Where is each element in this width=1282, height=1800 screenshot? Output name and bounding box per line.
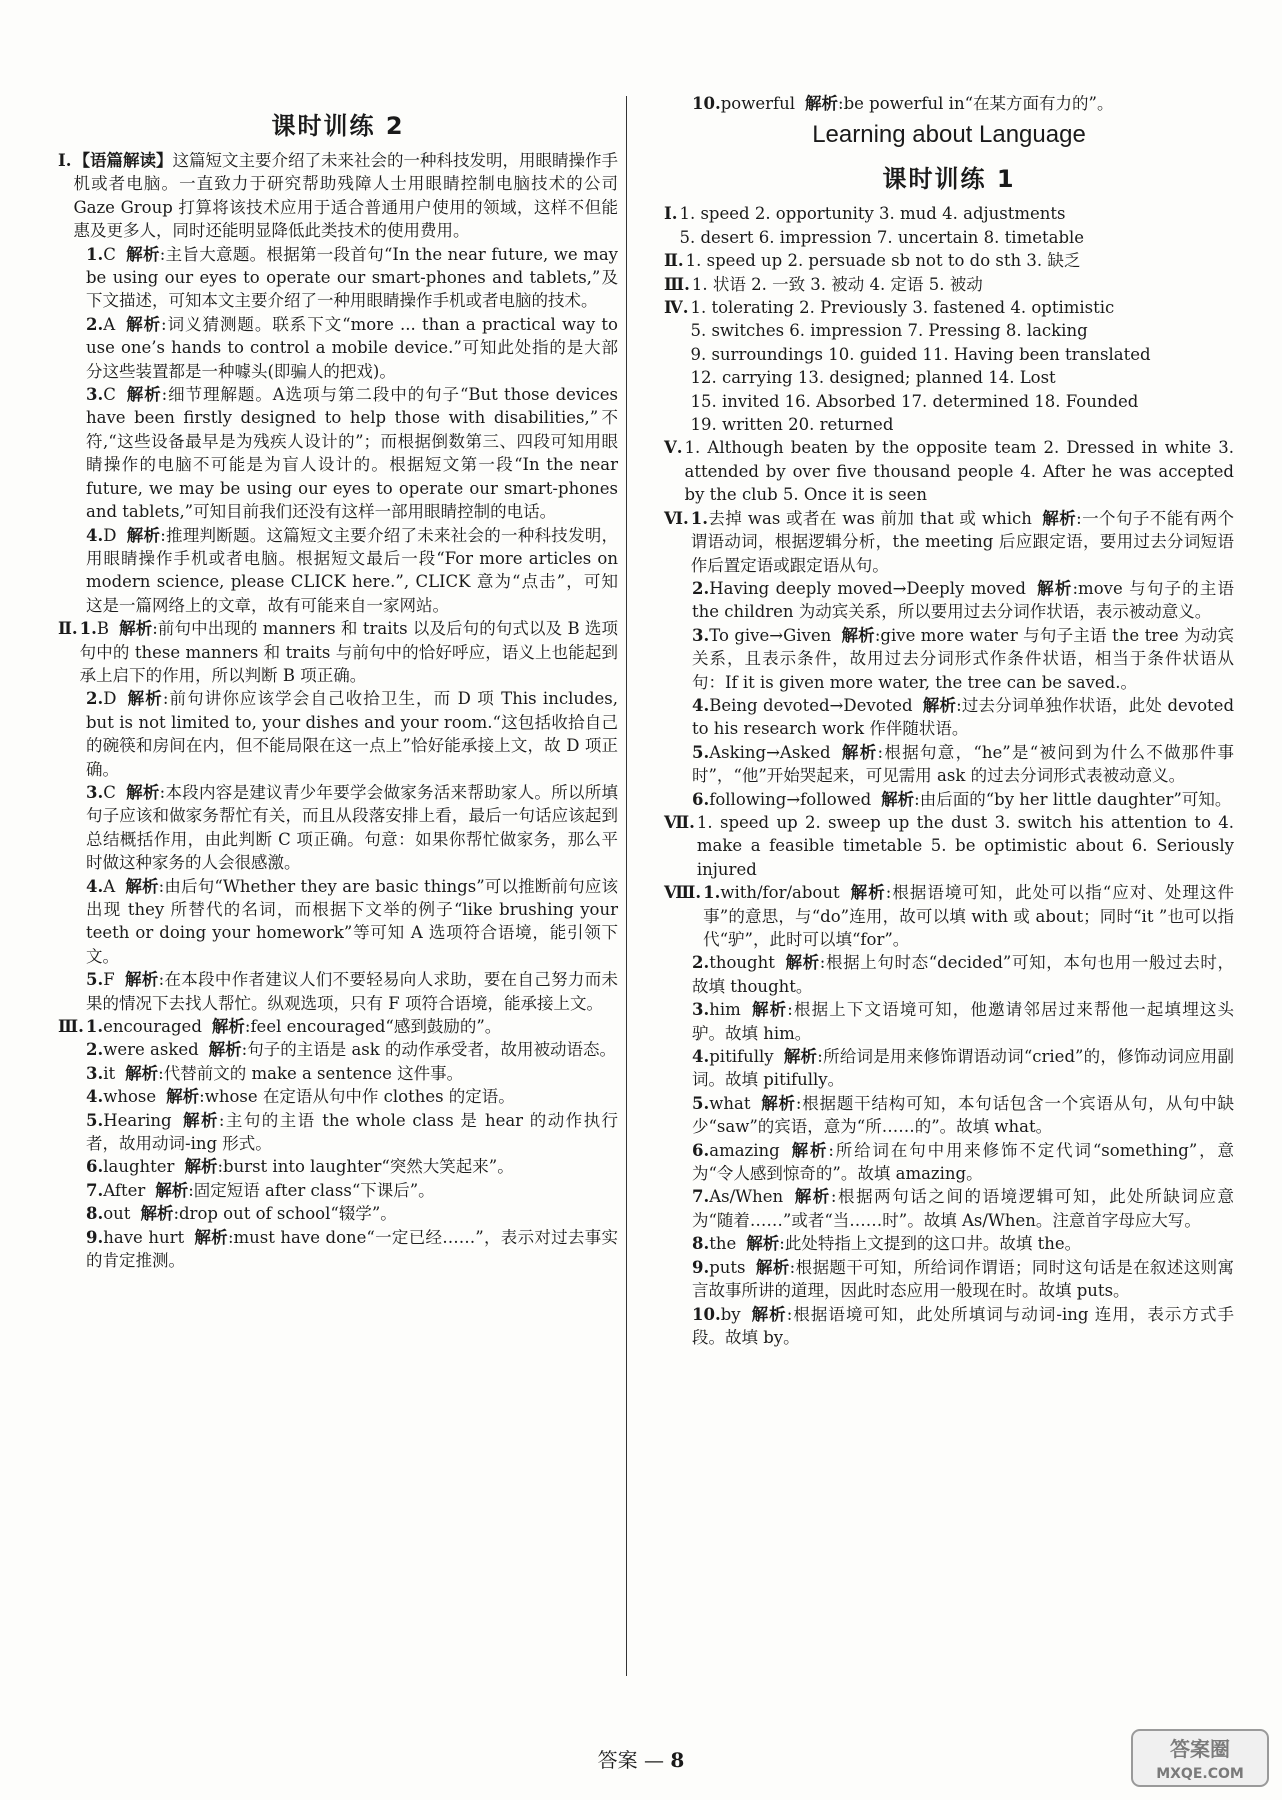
answer-item: 3.him 解析:根据上下文语境可知，他邀请邻居过来帮他一起填埋这头驴。故填 him。 [692,1000,1235,1043]
column-divider [626,96,627,1676]
right-column [664,92,1234,1349]
answer-item: 2.A 解析:词义猜测题。联系下文“more ... than a practical way to use one’s hands to control a mobile device.”可知此处指的是大部分这些装置都是一种噱头(即骗人的把戏)。 [86,314,618,381]
answer-item: 9.puts 解析:根据题干可知，所给词作谓语；同时这句话是在叙述这则寓言故事所讲的道理，因此时态应用一般现在时。故填 puts。 [692,1257,1235,1301]
answer-item: 3.To give→Given 解析:give more water 与句子主语 the tree 为动宾关系，且表示条件，故用过去分词形式作条件状语，相当于条件状语从句：If it is given more water, the tree can be saved.。 [692,625,1235,692]
answer-item: 10.powerful 解析:be powerful in“在某方面有力的”。 [692,94,1114,113]
part-label: Ⅲ. [58,1017,84,1037]
answer-item: 3.C 解析:细节理解题。A选项与第二段中的句子“But those devices have been firstly designed to help those with disabilities,”不符,“这些设备最早是为残疾人设计的”；而根据倒数第三、四段可知用眼睛操作的电脑不可能是为盲人设计的。根据短文第一段“In the near future, we may be using our eyes to operate our smart-phones and tablets,”可知目前我们还没有这样一部用眼睛控制的电话。 [86,385,618,522]
section-title: 课时训练 2 [271,112,405,140]
answer-item: 2.D 解析:前句讲你应该学会自己收拾卫生，而 D 项 This includes, but is not limited to, your dishes and your room.“这包括收拾自己的碗筷和房间在内，但不能局限在这一点上”恰好能承接上文，故 D 项正确。 [86,689,619,779]
page-footer [0,1744,1282,1773]
answer-item: 2.thought 解析:根据上句时态“decided”可知，本句也用一般过去时，故填 thought。 [692,953,1234,996]
page-number: 8 [670,1748,685,1772]
watermark-logo [1130,1728,1270,1788]
part-7: Ⅶ. 1. speed up 2. sweep up the dust 3. switch his attention to 4. make a feasible timetable 5. be optimistic about 6. Seriously injured [664,812,1234,879]
intro-text: 这篇短文主要介绍了未来社会的一种科技发明，用眼睛操作手机或者电脑。一直致力于研究帮助残障人士用眼睛控制电脑技术的公司 Gaze Group 打算将该技术应用于适合普通用户使用的领域，这样不但能惠及更多人，同时还能明显降低此类技术的使用费用。 [73,151,619,241]
watermark-top: 答案圈 [1170,1737,1230,1761]
part-3: Ⅲ. 1.encouraged 解析:feel encouraged“感到鼓励的”。 [58,1015,618,1038]
part-6: Ⅵ. 1.去掉 was 或者在 was 前加 that 或 which 解析:一个句子不能有两个谓语动词，根据逻辑分析，the meeting 后应跟定语，要用过去分词短语作后置定语或跟定语从句。 [664,508,1234,575]
answer-item: 4.A 解析:由后句“Whether they are basic things”可以推断前句应该出现 they 所替代的名词，而根据下文举的例子“like brushing your teeth or doing your homework”等可知 A 选项符合语境，能引领下文。 [86,876,618,966]
answer-item: 5.Asking→Asked 解析:根据句意，“he”是“被问到为什么不做那件事时”，“他”开始哭起来，可见需用 ask 的过去分词形式表被动意义。 [692,742,1234,786]
intro-tag: 【语篇解读】 [73,151,173,170]
part-4: Ⅳ. 1. tolerating 2. Previously 3. fastened 4. optimistic 5. switches 6. impression 7. Pressing 8. lacking 9. surroundings 10. guided 11. Having been translated 12. carrying 13. designed; planned 14. Lost 15. invited 16. Absorbed 17. determined 18. Founded 19. written 20. returned [664,298,1151,435]
answer-item: 7.As/When 解析:根据两句话之间的语境逻辑可知，此处所缺词应意为“随着……”或者“当……时”。故填 As/When。注意首字母应大写。 [692,1187,1235,1230]
answer-item: 5.F 解析:在本段中作者建议人们不要轻易向人求助，要在自己努力而未果的情况下去找人帮忙。纵观选项，只有 F 项符合语境，能承接上文。 [86,970,619,1013]
answer-item: 7.After 解析:固定短语 after class“下课后”。 [86,1180,435,1200]
watermark-bottom: MXQE.COM [1156,1766,1244,1782]
part-2: Ⅱ. 1.B 解析:前句中出现的 manners 和 traits 以及后句的句式以及 B 选项句中的 these manners 和 traits 与前句中的恰好呼应，语义上也能起到承上启下的作用，所以判断 B 项正确。 [58,617,618,687]
answer-item: 2.Having deeply moved→Deeply moved 解析:move 与句子的主语 the children 为动宾关系，所以要用过去分词作状语，表示被动意义。 [692,578,1235,622]
part-3: Ⅲ. 1. 状语 2. 一致 3. 被动 4. 定语 5. 被动 [664,274,983,294]
part-5: Ⅴ. 1. Although beaten by the opposite team 2. Dressed in white 3. attended by over five thousand people 4. After he was accepted by the club 5. Once it is seen [664,438,1234,505]
answer-item: 5.what 解析:根据题干结构可知，本句话包含一个宾语从句，从句中缺少“saw”的宾语，意为“所……的”。故填 what。 [692,1093,1235,1137]
part-1 [58,149,618,243]
footer-dash: — [644,1748,665,1772]
answer-item: 6.amazing 解析:所给词在句中用来修饰不定代词“something”，意为“令人感到惊奇的”。故填 amazing。 [692,1140,1235,1184]
answer-item: 4.D 解析:推理判断题。这篇短文主要介绍了未来社会的一种科技发明，用眼睛操作手机或者电脑。根据短文最后一段“For more articles on modern science, please CLICK here.”, CLICK 意为“点击”，可知这是一篇网络上的文章，故有可能来自一家网站。 [86,525,618,615]
left-column [58,96,618,1273]
part-label: Ⅱ. [58,619,78,639]
answer-item: 3.C 解析:本段内容是建议青少年要学会做家务活来帮助家人。所以所填句子应该和做家务帮忙有关，而且从段落安排上看，最后一句话应该起到总结概括作用，由此判断 C 项正确。句意：如果你帮忙做家务，那么平时做这种家务的人会很感激。 [86,782,619,873]
answer-item: 5.Hearing 解析:主句的主语 the whole class 是 hear 的动作执行者，故用动词-ing 形式。 [86,1110,618,1154]
answer-item: 8.the 解析:此处特指上文提到的这口井。故填 the。 [692,1234,1082,1254]
answer-item: 9.have hurt 解析:must have done“一定已经……”，表示对过去事实的肯定推测。 [86,1227,619,1271]
answer-item: 4.Being devoted→Devoted 解析:过去分词单独作状语，此处 devoted to his research work 作伴随状语。 [692,695,1234,739]
footer-label: 答案 [597,1748,638,1772]
answer-item: 10.by 解析:根据语境可知，此处所填词与动词-ing 连用，表示方式手段。故填 by。 [692,1304,1234,1347]
part-1: Ⅰ. 1. speed 2. opportunity 3. mud 4. adjustments 5. desert 6. impression 7. uncertain 8. timetable [664,204,1085,247]
answer-item: 4.pitifully 解析:所给词是用来修饰谓语动词“cried”的，修饰动词应用副词。故填 pitifully。 [692,1047,1235,1090]
answer-item: 6.laughter 解析:burst into laughter“突然大笑起来”。 [86,1157,514,1177]
answer-item: 2.were asked 解析:句子的主语是 ask 的动作承受者，故用被动语态。 [86,1040,617,1060]
section-title: 课时训练 1 [882,165,1016,194]
part-label: Ⅰ. [58,151,72,170]
part-2: Ⅱ. 1. speed up 2. persuade sb not to do sth 3. 缺乏 [664,251,1081,271]
answer-item: 8.out 解析:drop out of school“辍学”。 [86,1204,397,1224]
part-8: Ⅷ. 1.with/for/about 解析:根据语境可知，此处可以指“应对、处理这件事”的意思，与“do”连用，故可以填 with 或 about；同时“it ”也可以指代“驴”，此时可以填“for”。 [664,883,1235,949]
answer-item: 3.it 解析:代替前文的 make a sentence 这件事。 [86,1063,464,1083]
answer-item: 4.whose 解析:whose 在定语从句中作 clothes 的定语。 [86,1087,515,1107]
answer-item: 1.C 解析:主旨大意题。根据第一段首句“In the near future, we may be using our eyes to operate our smart-phones and tablets,”及下文描述，可知本文主要介绍了一种用眼睛操作手机或者电脑的技术。 [86,244,619,311]
answer-item: 6.following→followed 解析:由后面的“by her little daughter”可知。 [692,789,1232,809]
unit-title: Learning about Language [812,121,1086,149]
